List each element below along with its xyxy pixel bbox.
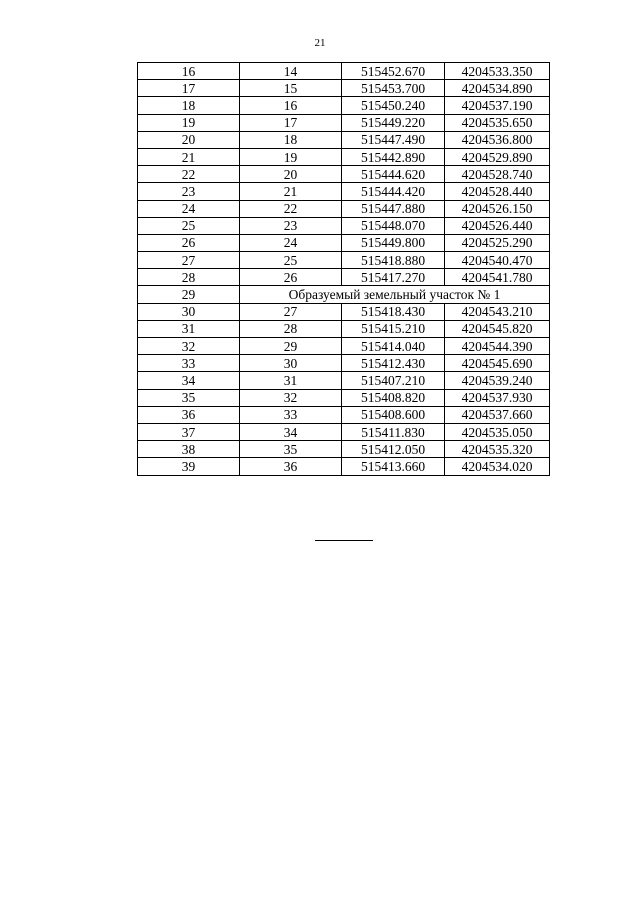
coordinates-table-body <box>138 63 550 476</box>
point-number-cell: 23 <box>240 217 342 234</box>
coordinates-table <box>137 62 550 476</box>
y-coordinate-cell: 4204526.150 <box>445 200 550 217</box>
point-number-cell: 35 <box>240 441 342 458</box>
x-coordinate-cell: 515408.820 <box>342 389 445 406</box>
page-number: 21 <box>314 37 326 49</box>
x-coordinate-cell: 515452.670 <box>342 63 445 80</box>
y-coordinate-cell: 4204545.690 <box>445 355 550 372</box>
point-number-cell: 14 <box>240 63 342 80</box>
table-row <box>138 183 550 200</box>
x-coordinate-cell: 515412.430 <box>342 355 445 372</box>
x-coordinate-cell: 515415.210 <box>342 320 445 337</box>
row-number-cell: 37 <box>138 423 240 440</box>
table-row <box>138 269 550 286</box>
table-row <box>138 338 550 355</box>
point-number-cell: 16 <box>240 97 342 114</box>
table-row <box>138 320 550 337</box>
row-number-cell: 38 <box>138 441 240 458</box>
table-row <box>138 406 550 423</box>
table-row <box>138 458 550 475</box>
x-coordinate-cell: 515448.070 <box>342 217 445 234</box>
table-row <box>138 166 550 183</box>
table-row <box>138 423 550 440</box>
y-coordinate-cell: 4204534.890 <box>445 80 550 97</box>
row-number-cell: 20 <box>138 131 240 148</box>
point-number-cell: 32 <box>240 389 342 406</box>
point-number-cell: 17 <box>240 114 342 131</box>
point-number-cell: 22 <box>240 200 342 217</box>
table-row <box>138 131 550 148</box>
x-coordinate-cell: 515414.040 <box>342 338 445 355</box>
table-row <box>138 389 550 406</box>
table-row <box>138 372 550 389</box>
point-number-cell: 27 <box>240 303 342 320</box>
table-row <box>138 63 550 80</box>
row-number-cell: 26 <box>138 234 240 251</box>
x-coordinate-cell: 515411.830 <box>342 423 445 440</box>
row-number-cell: 21 <box>138 148 240 165</box>
y-coordinate-cell: 4204536.800 <box>445 131 550 148</box>
y-coordinate-cell: 4204525.290 <box>445 234 550 251</box>
y-coordinate-cell: 4204535.050 <box>445 423 550 440</box>
table-row <box>138 234 550 251</box>
x-coordinate-cell: 515417.270 <box>342 269 445 286</box>
x-coordinate-cell: 515444.620 <box>342 166 445 183</box>
x-coordinate-cell: 515449.800 <box>342 234 445 251</box>
row-number-cell: 19 <box>138 114 240 131</box>
y-coordinate-cell: 4204526.440 <box>445 217 550 234</box>
row-number-cell: 32 <box>138 338 240 355</box>
table-row <box>138 303 550 320</box>
row-number-cell: 39 <box>138 458 240 475</box>
y-coordinate-cell: 4204533.350 <box>445 63 550 80</box>
point-number-cell: 21 <box>240 183 342 200</box>
y-coordinate-cell: 4204528.440 <box>445 183 550 200</box>
x-coordinate-cell: 515447.490 <box>342 131 445 148</box>
table-row <box>138 97 550 114</box>
point-number-cell: 30 <box>240 355 342 372</box>
section-row <box>138 286 550 303</box>
table-row <box>138 114 550 131</box>
y-coordinate-cell: 4204544.390 <box>445 338 550 355</box>
x-coordinate-cell: 515418.880 <box>342 252 445 269</box>
x-coordinate-cell: 515453.700 <box>342 80 445 97</box>
point-number-cell: 29 <box>240 338 342 355</box>
end-of-document-line <box>315 540 373 541</box>
row-number-cell: 22 <box>138 166 240 183</box>
y-coordinate-cell: 4204539.240 <box>445 372 550 389</box>
point-number-cell: 24 <box>240 234 342 251</box>
y-coordinate-cell: 4204537.660 <box>445 406 550 423</box>
row-number-cell: 34 <box>138 372 240 389</box>
point-number-cell: 34 <box>240 423 342 440</box>
row-number-cell: 16 <box>138 63 240 80</box>
row-number-cell: 27 <box>138 252 240 269</box>
table-row <box>138 441 550 458</box>
point-number-cell: 18 <box>240 131 342 148</box>
table-row <box>138 148 550 165</box>
point-number-cell: 31 <box>240 372 342 389</box>
x-coordinate-cell: 515412.050 <box>342 441 445 458</box>
row-number-cell: 18 <box>138 97 240 114</box>
section-title-cell: Образуемый земельный участок № 1 <box>240 286 550 303</box>
point-number-cell: 28 <box>240 320 342 337</box>
row-number-cell: 35 <box>138 389 240 406</box>
point-number-cell: 36 <box>240 458 342 475</box>
row-number-cell: 33 <box>138 355 240 372</box>
table-row <box>138 200 550 217</box>
y-coordinate-cell: 4204540.470 <box>445 252 550 269</box>
y-coordinate-cell: 4204541.780 <box>445 269 550 286</box>
x-coordinate-cell: 515450.240 <box>342 97 445 114</box>
x-coordinate-cell: 515413.660 <box>342 458 445 475</box>
table-row <box>138 217 550 234</box>
x-coordinate-cell: 515407.210 <box>342 372 445 389</box>
y-coordinate-cell: 4204535.650 <box>445 114 550 131</box>
point-number-cell: 26 <box>240 269 342 286</box>
point-number-cell: 20 <box>240 166 342 183</box>
x-coordinate-cell: 515442.890 <box>342 148 445 165</box>
point-number-cell: 19 <box>240 148 342 165</box>
y-coordinate-cell: 4204545.820 <box>445 320 550 337</box>
row-number-cell: 30 <box>138 303 240 320</box>
table-row <box>138 355 550 372</box>
row-number-cell: 25 <box>138 217 240 234</box>
y-coordinate-cell: 4204528.740 <box>445 166 550 183</box>
x-coordinate-cell: 515447.880 <box>342 200 445 217</box>
y-coordinate-cell: 4204537.930 <box>445 389 550 406</box>
row-number-cell: 17 <box>138 80 240 97</box>
point-number-cell: 15 <box>240 80 342 97</box>
row-number-cell: 29 <box>138 286 240 303</box>
row-number-cell: 28 <box>138 269 240 286</box>
y-coordinate-cell: 4204537.190 <box>445 97 550 114</box>
row-number-cell: 36 <box>138 406 240 423</box>
y-coordinate-cell: 4204543.210 <box>445 303 550 320</box>
y-coordinate-cell: 4204535.320 <box>445 441 550 458</box>
point-number-cell: 33 <box>240 406 342 423</box>
x-coordinate-cell: 515418.430 <box>342 303 445 320</box>
x-coordinate-cell: 515444.420 <box>342 183 445 200</box>
row-number-cell: 24 <box>138 200 240 217</box>
row-number-cell: 31 <box>138 320 240 337</box>
y-coordinate-cell: 4204529.890 <box>445 148 550 165</box>
table-row <box>138 252 550 269</box>
table-row <box>138 80 550 97</box>
x-coordinate-cell: 515449.220 <box>342 114 445 131</box>
y-coordinate-cell: 4204534.020 <box>445 458 550 475</box>
x-coordinate-cell: 515408.600 <box>342 406 445 423</box>
row-number-cell: 23 <box>138 183 240 200</box>
point-number-cell: 25 <box>240 252 342 269</box>
